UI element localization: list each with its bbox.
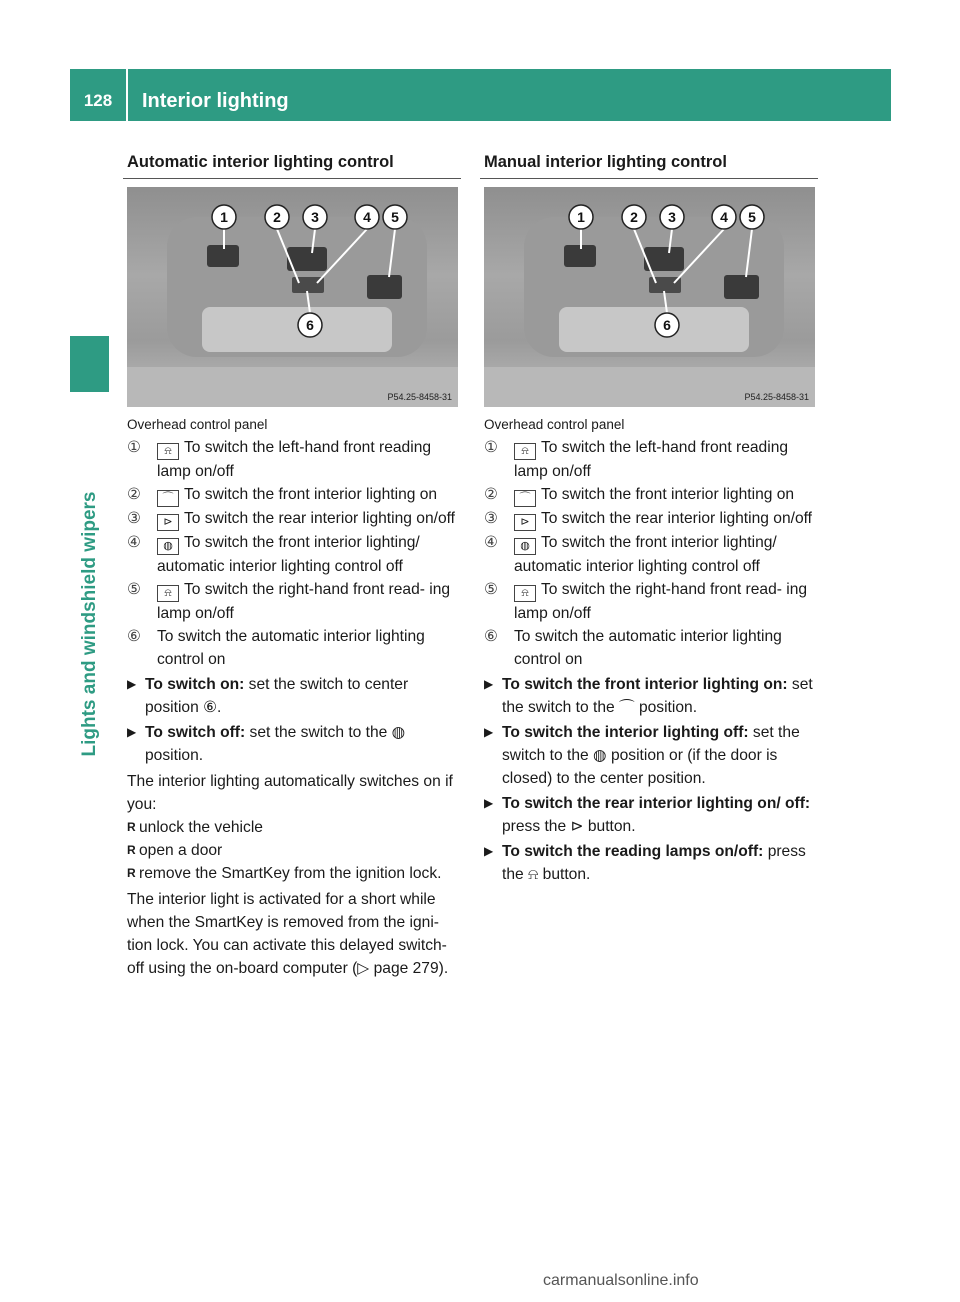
paragraph: The interior light is activated for a short while when the SmartKey is removed from the igni- tion lock. You can activate this delayed switch-off using the on-board computer (▷ page 279). — [127, 891, 449, 977]
callout-3: 3 — [311, 209, 319, 225]
instruction-step: ▶ To switch off: set the switch to the ◍ position. — [127, 721, 461, 767]
section-title: Interior lighting — [142, 90, 289, 112]
instruction-step: ▶ To switch the front interior lighting on: set the switch to the ⌒ position. — [484, 673, 818, 719]
left-column — [123, 150, 461, 980]
header-divider — [126, 69, 128, 121]
overhead-panel-photo — [127, 187, 458, 407]
auto-off-icon: ◍ — [157, 538, 179, 555]
page-number: 128 — [83, 91, 113, 110]
callout-6: 6 — [306, 317, 314, 333]
page-header — [70, 69, 891, 121]
legend-item: ③ ⊳ To switch the rear interior lighting on/off — [484, 507, 818, 531]
overhead-panel-illustration — [127, 187, 458, 407]
watermark: carmanualsonline.info — [543, 1272, 699, 1289]
left-column-title: Automatic interior lighting control — [123, 150, 461, 179]
legend-item: ② ⌒ To switch the front interior lighting on — [484, 483, 818, 507]
overhead-panel-illustration — [484, 187, 815, 407]
callout-6: 6 — [663, 317, 671, 333]
callout-2: 2 — [273, 209, 281, 225]
legend-item: ④ ◍ To switch the front interior lighting/ automatic interior lighting control off — [127, 534, 420, 575]
image-caption: Overhead control panel — [127, 417, 268, 432]
callout-5: 5 — [391, 209, 399, 225]
callout-5: 5 — [748, 209, 756, 225]
callout-3: 3 — [668, 209, 676, 225]
reading-lamp-icon: ⍾ — [157, 443, 179, 460]
legend-item: ① ⍾ To switch the left-hand front reading lamp on/off — [484, 439, 789, 480]
instruction-step: ▶ To switch on: set the switch to center position ⑥. — [127, 673, 461, 719]
arrow-right-icon: ▶ — [127, 677, 137, 691]
rear-lighting-icon: ⊳ — [157, 514, 179, 531]
arrow-right-icon: ▶ — [484, 844, 494, 858]
rear-lighting-icon: ⊳ — [514, 514, 536, 531]
image-code: P54.25-8458-31 — [744, 392, 809, 402]
image-caption: Overhead control panel — [484, 417, 625, 432]
bullet-item: R open a door — [127, 842, 223, 859]
legend-item: ⑤ ⍾ To switch the right-hand front read- ing lamp on/off — [127, 581, 451, 622]
arrow-right-icon: ▶ — [127, 725, 137, 739]
chapter-label: Lights and windshield wipers — [78, 491, 100, 757]
legend-item: ① ⍾ To switch the left-hand front reading lamp on/off — [127, 439, 432, 480]
arrow-right-icon: ▶ — [484, 725, 494, 739]
instruction-step: ▶ To switch the reading lamps on/off: press the ⍾ button. — [484, 840, 818, 886]
legend-item: ② ⌒ To switch the front interior lighting on — [127, 483, 461, 507]
paragraph: The interior lighting automatically switches on if you: — [127, 773, 453, 813]
right-column-title: Manual interior lighting control — [480, 150, 818, 179]
chapter-tab — [70, 336, 109, 392]
legend-item: ③ ⊳ To switch the rear interior lighting on/off — [127, 507, 461, 531]
bullet-item: R remove the SmartKey from the ignition lock. — [127, 865, 442, 882]
front-lighting-icon: ⌒ — [514, 490, 536, 507]
callout-1: 1 — [577, 209, 585, 225]
callout-2: 2 — [630, 209, 638, 225]
arrow-right-icon: ▶ — [484, 796, 494, 810]
image-code: P54.25-8458-31 — [387, 392, 452, 402]
overhead-panel-photo — [484, 187, 815, 407]
callout-4: 4 — [363, 209, 371, 225]
arrow-right-icon: ▶ — [484, 677, 494, 691]
callout-4: 4 — [720, 209, 728, 225]
legend-item: ④ ◍ To switch the front interior lighting/ automatic interior lighting control off — [484, 534, 777, 575]
legend-item: ⑥ To switch the automatic interior lighting control on — [127, 628, 425, 668]
reading-lamp-icon: ⍾ — [514, 443, 536, 460]
instruction-step: ▶ To switch the interior lighting off: set the switch to the ◍ position or (if the door is closed) to the center position. — [484, 721, 818, 790]
front-lighting-icon: ⌒ — [157, 490, 179, 507]
reading-lamp-icon: ⍾ — [157, 585, 179, 602]
callout-1: 1 — [220, 209, 228, 225]
bullet-item: R unlock the vehicle — [127, 819, 263, 836]
right-column — [480, 150, 818, 886]
auto-off-icon: ◍ — [514, 538, 536, 555]
legend-item: ⑥ To switch the automatic interior lighting control on — [484, 628, 782, 668]
legend-item: ⑤ ⍾ To switch the right-hand front read- ing lamp on/off — [484, 581, 808, 622]
reading-lamp-icon: ⍾ — [514, 585, 536, 602]
instruction-step: ▶ To switch the rear interior lighting on/ off: press the ⊳ button. — [484, 792, 818, 838]
